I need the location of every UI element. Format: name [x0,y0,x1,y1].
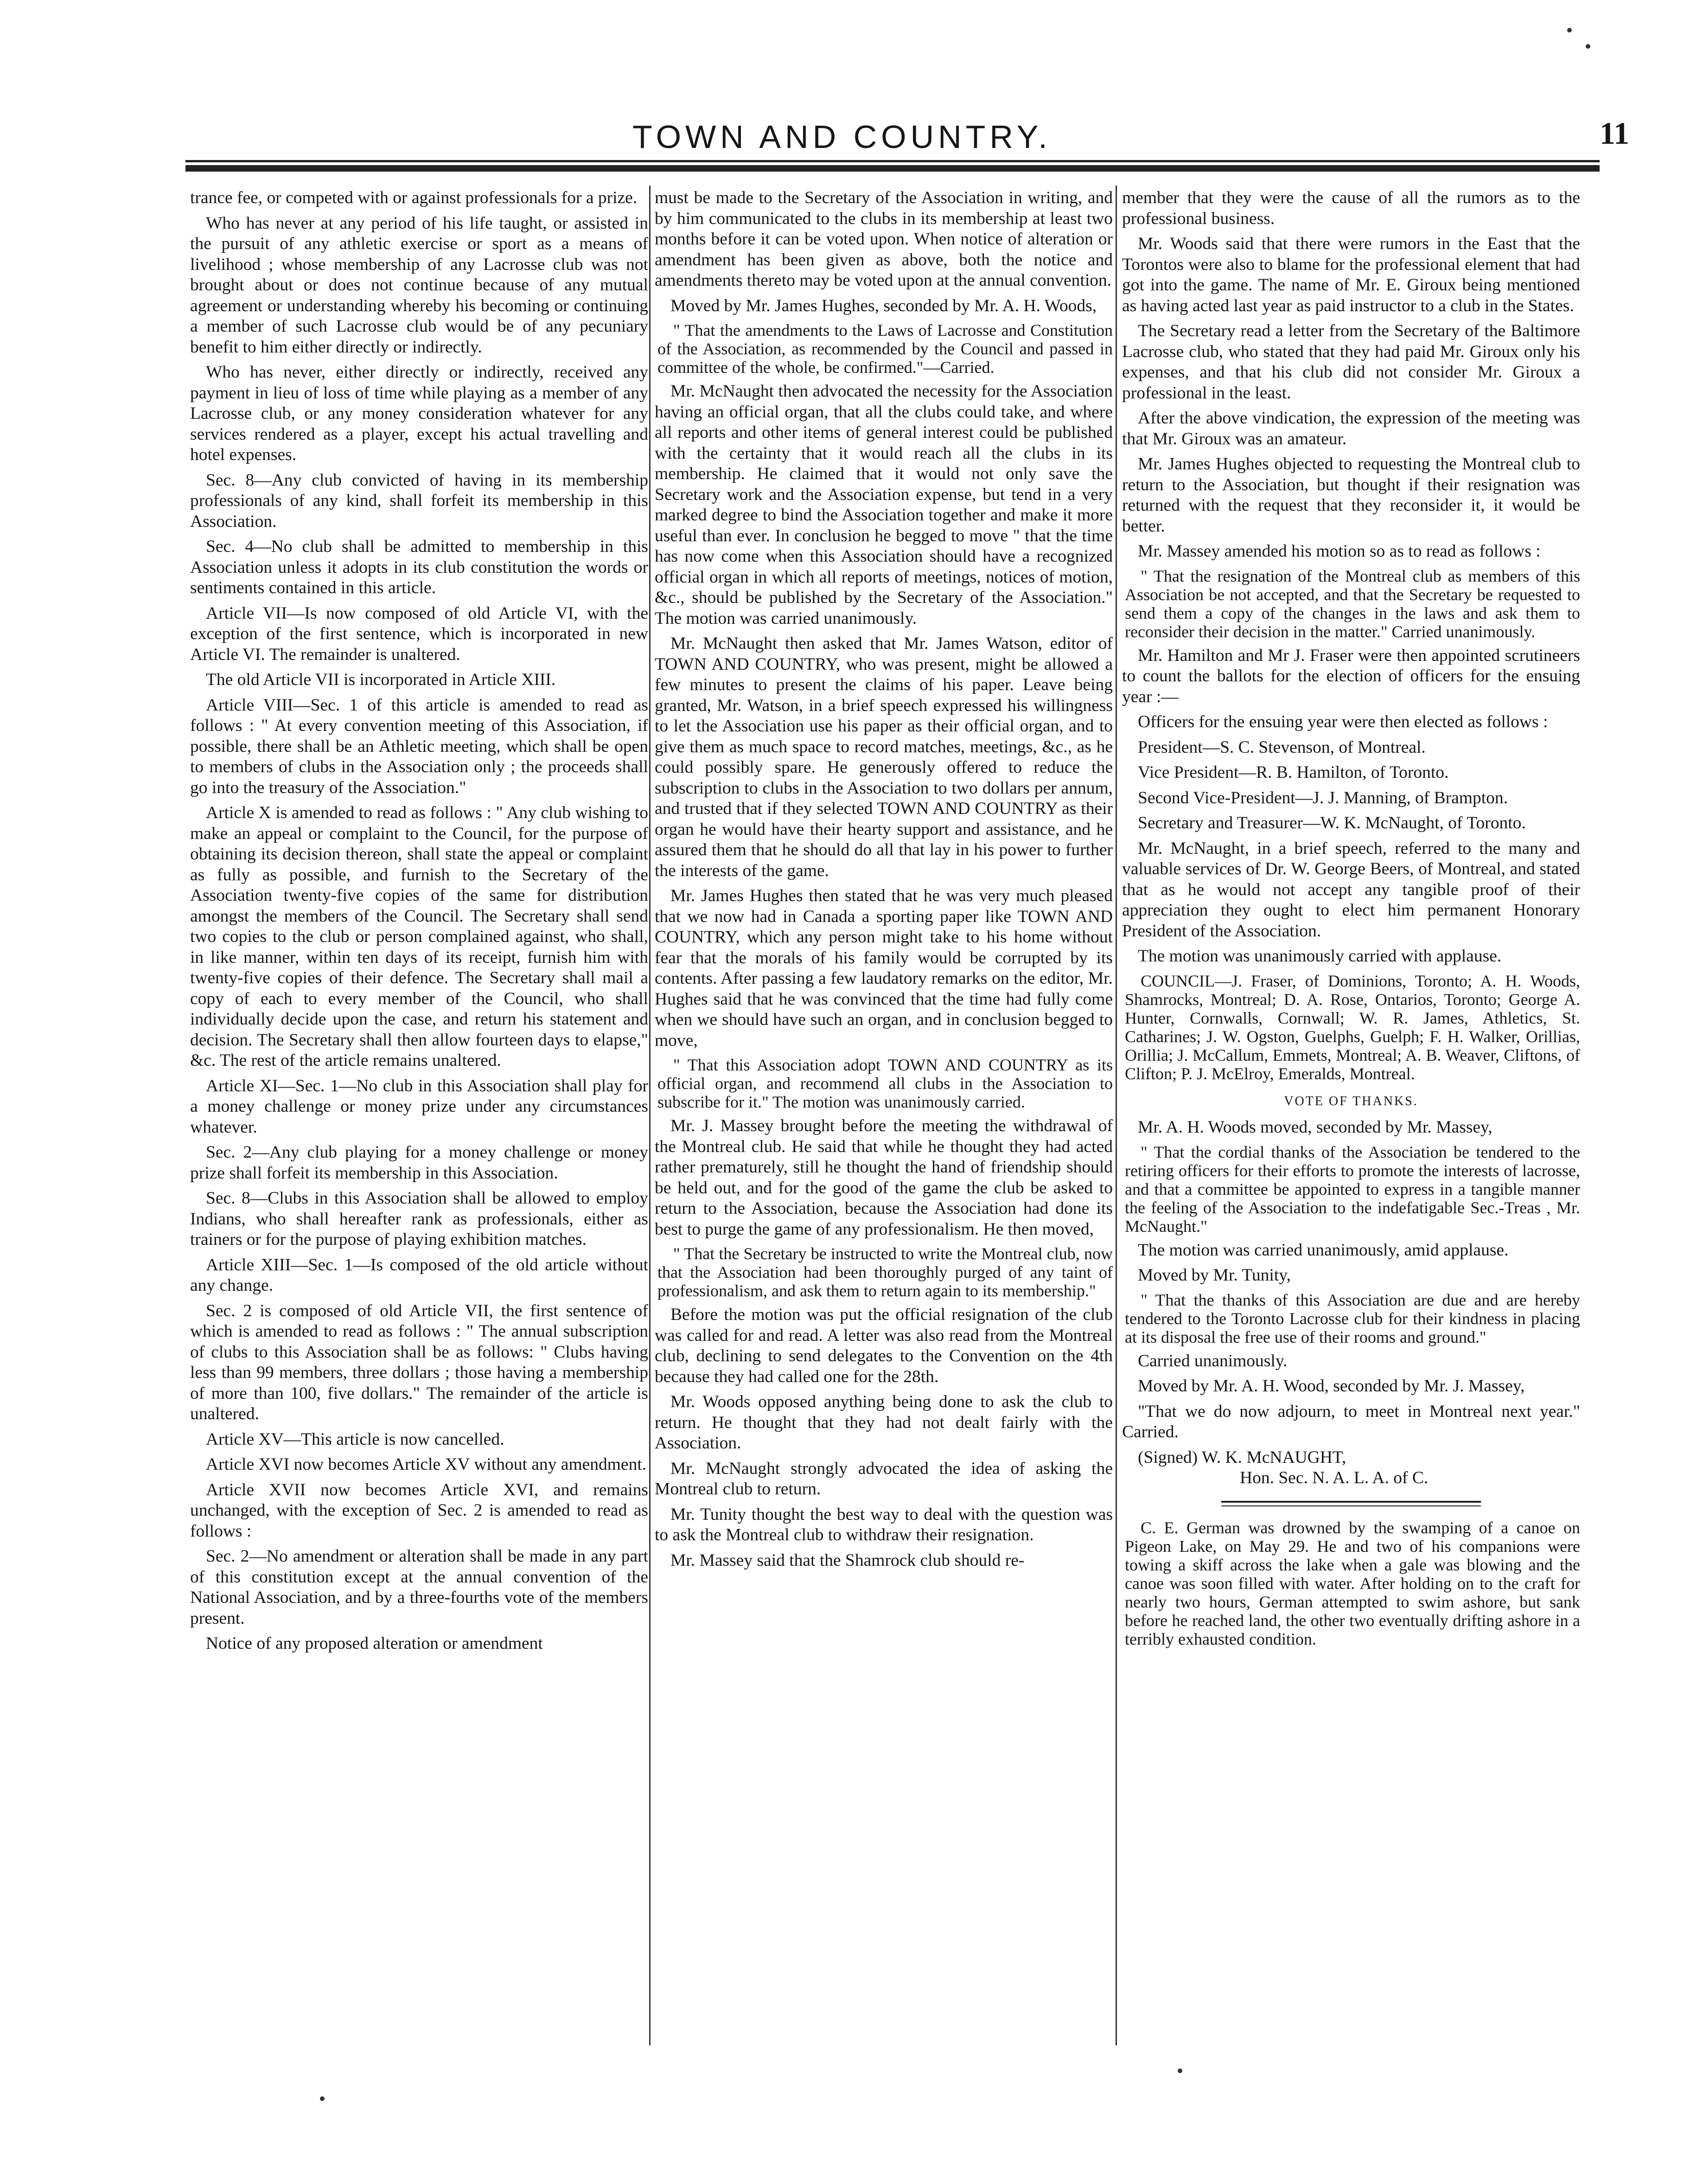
paragraph: Mr. McNaught then asked that Mr. James Watson, editor of TOWN AND COUNTRY, who was present, might be allowed a few minutes to present the claims of his paper. Leave being granted, Mr. Watson, in a brief speech expressed his willingness to let the Association use his paper as their official organ, and to give them as much space to record matches, meetings, &c., as he could possibly spare. He generously offered to reduce the subscription to clubs in the Association to two dollars per annum, and trusted that if they selected TOWN AND COUNTRY as their organ he would have their hearty support and assistance, and he assured them that he should do all that lay in his power to further the interests of the game. [655,634,1113,880]
quoted-resolution: " That the Secretary be instructed to write the Montreal club, now that the Association had been thoroughly purged of any taint of professionalism, and ask them to return again to its membership." [657,1244,1113,1300]
print-speck [1178,2069,1182,2073]
paragraph: Who has never, either directly or indirectly, received any payment in lieu of loss of time while playing as a member of any Lacrosse club, or any money consideration whatever for any services rendered as a player, except his actual travelling and hotel expenses. [190,363,648,464]
column-divider [649,186,651,2045]
header-rule-thick [185,165,1600,172]
print-speck [320,2096,325,2101]
paragraph: Who has never at any period of his life taught, or assisted in the pursuit of any athletic exercise or sport as a means of livelihood ; whose membership of any Lacrosse club was not brought about or does not continue because of any mutual agreement or understanding whereby his becoming or continuing a member of such Lacrosse club would be of any pecuniary benefit to him either directly or indirectly. [190,213,648,357]
page-number: 11 [1599,115,1629,151]
paragraph: Sec. 8—Any club convicted of having in its membership professionals of any kind, shall forfeit its membership in this Association. [190,470,648,531]
quoted-resolution: " That the cordial thanks of the Association be tendered to the retiring officers for their efforts to promote the interests of lacrosse, and that a committee be appointed to express in a tangible manner the feeling of the Association to the indefatigable Sec.-Treas , Mr. McNaught." [1125,1142,1580,1236]
print-speck [1567,28,1572,32]
paragraph: must be made to the Secretary of the Association in writing, and by him communicated to the clubs in its membership at least two months before it can be voted upon. When notice of alteration or amendment has been given as above, both the notice and amendments thereto may be voted upon at the annual convention. [655,188,1113,290]
paragraph: Moved by Mr. James Hughes, seconded by Mr. A. H. Woods, [670,296,1097,315]
quoted-resolution: " That this Association adopt TOWN AND COUNTRY as its official organ, and recommend all clubs in the Association to subscribe for it." The motion was unanimously carried. [657,1056,1113,1111]
paragraph: Moved by Mr. Tunity, [1138,1266,1291,1285]
paragraph: Mr. J. Massey brought before the meeting the withdrawal of the Montreal club. He said that while he thought they had acted rather prematurely, still he thought the hand of friendship should be held out, and for the good of the game the club be asked to return to the Association, because the Association had done its best to purge the game of any professionalism. He then moved, [655,1116,1113,1239]
paragraph: Sec. 4—No club shall be admitted to membership in this Association unless it adopts in its club constitution the words or sentiments contained in this article. [190,537,648,597]
header-rule-thin [185,160,1600,162]
paragraph: Article VII—Is now composed of old Article VI, with the exception of the first sentence, which is incorporated in new Article VI. The remainder is unaltered. [190,603,648,664]
paragraph: Mr. McNaught strongly advocated the idea of asking the Montreal club to return. [655,1459,1113,1499]
paragraph: Mr. James Hughes objected to requesting the Montreal club to return to the Association, but thought if their resignation was returned with the request that they reconsider it, it would be better. [1122,455,1580,536]
section-heading: VOTE OF THANKS. [1284,1094,1418,1108]
section-rule [1221,1505,1481,1506]
paragraph: Article XIII—Sec. 1—Is composed of the old article without any change. [190,1255,648,1295]
quoted-resolution: " That the resignation of the Montreal club as members of this Association be not accepted, and that the Secretary be requested to send them a copy of the changes in the laws and ask them to reconsider their decision in the matter." Carried unanimously. [1125,566,1580,641]
paragraph: The motion was carried unanimously, amid applause. [1138,1240,1509,1260]
paragraph: The old Article VII is incorporated in Article XIII. [206,670,556,689]
news-item: C. E. German was drowned by the swamping of a canoe on Pigeon Lake, on May 29. He and two of his companions were towing a skiff across the lake when a gale was blowing and the canoe was soon filled with water. After holding on to the craft for nearly two hours, German attempted to swim ashore, but sank before he reached land, the other two eventually drifting ashore in a terribly exhausted condition. [1125,1518,1580,1648]
paragraph: Mr. McNaught, in a brief speech, referred to the many and valuable services of Dr. W. George Beers, of Montreal, and stated that as he would not accept any tangible proof of their appreciation they ought to elect him permanent Honorary President of the Association. [1122,839,1580,941]
quoted-resolution: " That the thanks of this Association are due and are hereby tendered to the Toronto Lacrosse club for their kindness in placing at its disposal the free use of their rooms and ground." [1125,1290,1580,1346]
paragraph: Article XVII now becomes Article XVI, and remains unchanged, with the exception of Sec. 2 is amended to read as follows : [190,1480,648,1541]
paragraph: Mr. Hamilton and Mr J. Fraser were then appointed scrutineers to count the ballots for the election of officers for the ensuing year :— [1122,646,1580,706]
paragraph: Article XVI now becomes Article XV without any amendment. [206,1455,647,1474]
paragraph: Sec. 8—Clubs in this Association shall be allowed to employ Indians, who shall hereafter rank as professionals, either as trainers or for the purpose of playing exhibition matches. [190,1189,648,1249]
paragraph: Officers for the ensuing year were then elected as follows : [1138,712,1548,731]
paragraph: After the above vindication, the expression of the meeting was that Mr. Giroux was an amateur. [1122,409,1580,448]
paragraph: Mr. Woods opposed anything being done to ask the club to return. He thought that they had not dealt fairly with the Association. [655,1392,1113,1453]
column-2 [655,188,1113,1576]
paragraph: Carried unanimously. [1138,1351,1288,1371]
paragraph: The motion was unanimously carried with applause. [1138,947,1502,966]
paragraph: Sec. 2—Any club playing for a money challenge or money prize shall forfeit its membership in this Association. [190,1143,648,1183]
officer-listing: Second Vice-President—J. J. Manning, of Brampton. [1138,788,1508,807]
officer-listing: Secretary and Treasurer—W. K. McNaught, of Toronto. [1138,813,1526,833]
column-3 [1122,188,1580,1653]
section-rule [1221,1501,1481,1503]
paragraph: Mr. James Hughes then stated that he was very much pleased that we now had in Canada a sporting paper like TOWN AND COUNTRY, which any person might take to his home without fear that the morals of his family would be corrupted by its contents. After passing a few laudatory remarks on the editor, Mr. Hughes said that he was convinced that the time had fully come when we should have such an organ, and in conclusion begged to move, [655,886,1113,1050]
paragraph: member that they were the cause of all the rumors as to the professional business. [1122,188,1580,228]
signature-block [1122,1447,1580,1489]
paragraph: Mr. A. H. Woods moved, seconded by Mr. Massey, [1138,1118,1493,1137]
paragraph: Notice of any proposed alteration or amendment [206,1634,543,1653]
officer-listing: Vice President—R. B. Hamilton, of Toronto. [1138,763,1449,782]
paragraph: Article VIII—Sec. 1 of this article is amended to read as follows : " At every convention meeting of this Association, if possible, there shall be an Athletic meeting, which shall be open to members of clubs in the Association only ; the proceeds shall go into the treasury of the Association." [190,695,648,797]
paragraph: trance fee, or competed with or against professionals for a prize. [190,188,638,207]
column-divider [1116,186,1117,2045]
paragraph: Mr. Massey amended his motion so as to read as follows : [1138,542,1541,561]
quoted-resolution: " That the amendments to the Laws of Lacrosse and Constitution of the Association, as recommended by the Council and passed in committee of the whole, be confirmed."—Carried. [657,321,1113,377]
officer-listing: President—S. C. Stevenson, of Montreal. [1138,737,1426,757]
paragraph: Mr. Tunity thought the best way to deal with the question was to ask the Montreal club to withdraw their resignation. [655,1505,1113,1544]
print-speck [1586,44,1590,49]
paragraph: Mr. Massey said that the Shamrock club should re- [670,1550,1025,1570]
masthead-title: TOWN AND COUNTRY. [632,119,1052,155]
paragraph: Sec. 2—No amendment or alteration shall be made in any part of this constitution except at the annual convention of the National Association, and by a three-fourths vote of the members present. [190,1547,648,1628]
signature-title: Hon. Sec. N. A. L. A. of C. [1240,1468,1429,1487]
paragraph: Mr. Woods said that there were rumors in the East that the Torontos were also to blame for the professional element that had got into the game. The name of Mr. E. Giroux being mentioned as having acted last year as paid instructor to a club in the States. [1122,234,1580,315]
paragraph: Article X is amended to read as follows : " Any club wishing to make an appeal or complaint to the Council, for the purpose of obtaining its decision thereon, shall state the appeal or complaint as fully as possible, and furnish to the Secretary of the Association twenty-five copies of the same for distribution amongst the members of the Council. The Secretary shall send two copies to the club or person complained against, who shall, in like manner, within ten days of its receipt, furnish him with twenty-five copies of their defence. The Secretary shall mail a copy of each to every member of the Council, who shall individually decide upon the case, and return his statement and decision. The Secretary shall then allow fourteen days to elapse," &c. The rest of the article remains unaltered. [190,803,648,1070]
paragraph: Moved by Mr. A. H. Wood, seconded by Mr. J. Massey, [1138,1377,1525,1396]
paragraph: Mr. McNaught then advocated the necessity for the Association having an official organ, that all the clubs could take, and where all reports and other items of general interest could be published with the certainty that it would reach all the clubs in its membership. He claimed that it would not only save the Secretary work and the Association expense, but tend in a very marked degree to bind the Association together and make it more useful than ever. In conclusion he begged to move " that the time has now come when this Association should have a recognized official organ in which all reports of meetings, notices of motion, &c., should be published by the Secretary of the Association." The motion was carried unanimously. [655,382,1113,628]
paragraph: Article XI—Sec. 1—No club in this Association shall play for a money challenge or money prize under any circumstances whatever. [190,1076,648,1137]
paragraph: Article XV—This article is now cancelled. [206,1429,504,1449]
paragraph: "That we do now adjourn, to meet in Montreal next year." Carried. [1122,1402,1580,1441]
council-listing: COUNCIL—J. Fraser, of Dominions, Toronto; A. H. Woods, Shamrocks, Montreal; D. A. Rose, Ontarios, Toronto; George A. Hunter, Cornwalls, Cornwall; W. R. James, Athletics, St. Catharines; J. W. Ogston, Guelphs, Guelph; F. H. Walker, Orillias, Orillia; J. McCallum, Emmets, Montreal; A. B. Weaver, Cliftons, of Clifton; P. J. McElroy, Emeralds, Montreal. [1125,971,1580,1083]
signature-line: (Signed) W. K. McNAUGHT, [1138,1447,1346,1467]
paragraph: The Secretary read a letter from the Secretary of the Baltimore Lacrosse club, who stated that they had paid Mr. Giroux only his expenses, and that his club did not consider Mr. Giroux a professional in the least. [1122,321,1580,403]
column-1 [190,188,648,1659]
paragraph: Sec. 2 is composed of old Article VII, the first sentence of which is amended to read as follows : " The annual subscription of clubs to this Association shall be as follows: " Clubs having less than 99 members, three dollars ; those having a membership of more than 100, five dollars." The remainder of the article is unaltered. [190,1301,648,1423]
paragraph: Before the motion was put the official resignation of the club was called for and read. A letter was also read from the Montreal club, declining to send delegates to the Convention on the 4th because they had called one for the 28th. [655,1305,1113,1386]
